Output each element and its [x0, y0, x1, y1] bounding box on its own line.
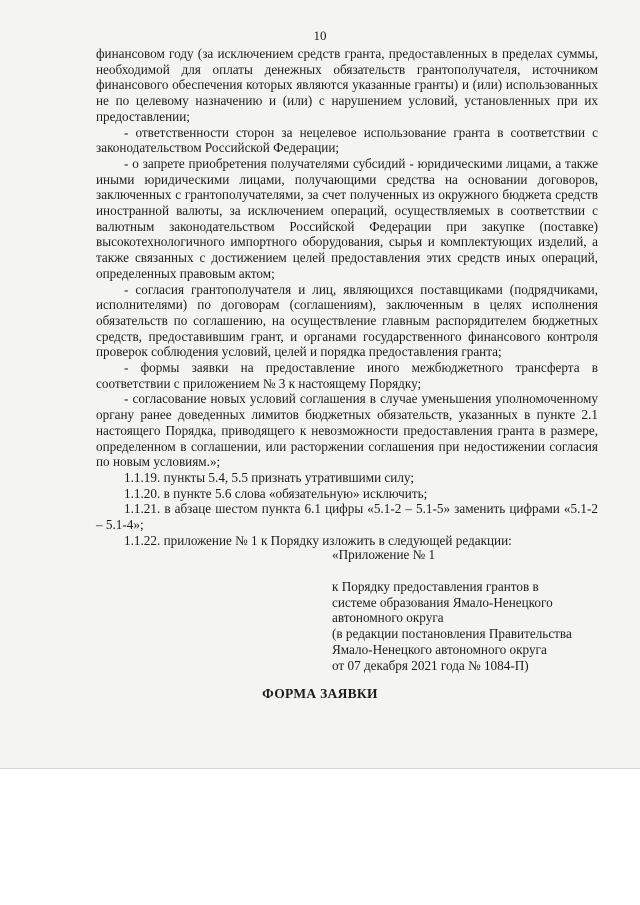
paragraph: 1.1.22. приложение № 1 к Порядку изложить в следующей редакции:: [124, 532, 512, 548]
appendix-line: автономного округа: [332, 610, 444, 626]
appendix-line: (в редакции постановления Правительства: [332, 626, 572, 642]
appendix-line: Ямало-Ненецкого автономного округа: [332, 641, 547, 657]
paragraph: финансовом году (за исключением средств гранта, предоставленных в пределах суммы, необходимой для оплаты денежных обязательств грантополучателя, источником финансового обеспечения которых являются указанные гранты) и (или) использованных не по целевому назначению и (или) с нарушением условий, установленных при их предоставлении;: [96, 46, 598, 124]
appendix-title: «Приложение № 1: [332, 547, 436, 562]
paragraph: - о запрете приобретения получателями субсидий - юридическими лицами, а также иными юридическими лицами, получающими средства на основании договоров, заключенных с грантополучателями, за счет полученных из окружного бюджета средств иностранной валюты, за исключением операций, осуществляемых в соответствии с валютным законодательством Российской Федерации при закупке (поставке) высокотехнологичного импортного оборудования, сырья и комплектующих изделий, а также связанных с достижением целей предоставления этих средств иных операций, определенных правовым актом;: [96, 155, 598, 281]
appendix-details: [332, 579, 612, 673]
paragraph: - согласование новых условий соглашения в случае уменьшения уполномоченному органу ранее доведенных лимитов бюджетных обязательств, указанных в пункте 2.1 настоящего Порядка, приводящего к невозможности предоставления гранта в размере, определенном в соглашении, или расторжении соглашения при недостижении согласия по новым условиям.»;: [96, 391, 598, 470]
document-body: [96, 46, 598, 549]
appendix-line: от 07 декабря 2021 года № 1084-П): [332, 657, 529, 673]
paragraph: 1.1.21. в абзаце шестом пункта 6.1 цифры «5.1-2 – 5.1-5» заменить цифрами «5.1-2 – 5.1-4»;: [96, 501, 598, 533]
appendix-line: к Порядку предоставления грантов в: [332, 579, 539, 594]
paragraph: - ответственности сторон за нецелевое использование гранта в соответствии с законодательством Российской Федерации;: [96, 124, 598, 156]
paragraph: 1.1.20. в пункте 5.6 слова «обязательную» исключить;: [124, 485, 428, 501]
paragraph: - согласия грантополучателя и лиц, являющихся поставщиками (подрядчиками, исполнителями) по договорам (соглашениям), заключенным в целях исполнения обязательств по соглашению, на осуществление главным распорядителем бюджетных средств, предоставившим грант, и органами государственного финансового контроля проверок соблюдения условий, целей и порядка предоставления гранта;: [96, 281, 598, 360]
appendix-line: системе образования Ямало-Ненецкого: [332, 594, 553, 610]
form-title: ФОРМА ЗАЯВКИ: [262, 686, 378, 701]
paragraph: 1.1.19. пункты 5.4, 5.5 признать утратившими силу;: [124, 469, 415, 485]
page-number: 10: [313, 28, 327, 43]
paragraph: - формы заявки на предоставление иного межбюджетного трансферта в соответствии с приложением № 3 к настоящему Порядку;: [96, 360, 598, 391]
